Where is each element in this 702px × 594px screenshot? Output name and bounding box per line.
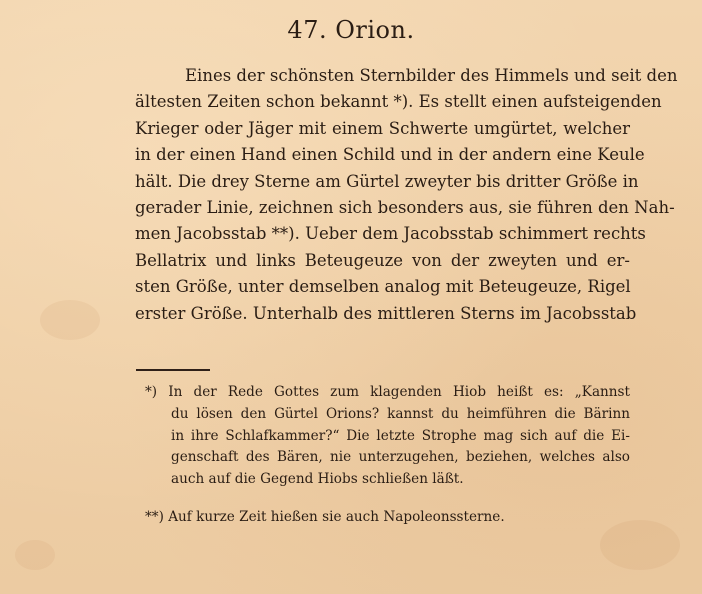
footnote-line: du lösen den Gürtel Orions? kannst du heimführen die Bärinn — [171, 405, 630, 422]
footnote-line: auch auf die Gegend Hiobs schließen läßt. — [171, 471, 464, 488]
paragraph-line: ältesten Zeiten schon bekannt *). Es stellt einen aufsteigenden — [135, 92, 662, 112]
paper-stain — [40, 300, 100, 340]
footnote-line: *) In der Rede Gottes zum klagenden Hiob heißt es: „Kannst — [145, 384, 630, 400]
paragraph-line: in der einen Hand einen Schild und in der andern eine Keule — [135, 145, 645, 165]
footnote-first — [145, 382, 630, 491]
footnote-line: in ihre Schlafkammer?“ Die letzte Strophe mag sich auf die Ei- — [171, 427, 630, 444]
body-paragraph — [135, 63, 678, 327]
paragraph-line: men Jacobsstab **). Ueber dem Jacobsstab schimmert rechts — [135, 224, 646, 244]
paper-stain — [15, 540, 55, 570]
paragraph-line: Bellatrix und links Beteugeuze von der zweyten und er- — [135, 250, 630, 270]
paragraph-line: gerader Linie, zeichnen sich besonders aus, sie führen den Nah- — [135, 197, 675, 217]
paragraph-line: sten Größe, unter demselben analog mit Beteugeuze, Rigel — [135, 277, 631, 297]
footnote-line: **) Auf kurze Zeit hießen sie auch Napoleonssterne. — [145, 509, 505, 525]
footnote-divider — [136, 369, 210, 371]
footnote-line: genschaft des Bären, nie unterzugehen, beziehen, welches also — [171, 449, 630, 466]
paper-stain — [600, 520, 680, 570]
page-title: 47. Orion. — [287, 16, 415, 44]
paragraph-line: Krieger oder Jäger mit einem Schwerte umgürtet, welcher — [135, 118, 630, 138]
paragraph-line: hält. Die drey Sterne am Gürtel zweyter bis dritter Größe in — [135, 171, 639, 191]
paragraph-line: erster Größe. Unterhalb des mittleren Sterns im Jacobsstab — [135, 303, 637, 323]
footnote-second — [145, 507, 525, 529]
paragraph-line: Eines der schönsten Sternbilder des Himmels und seit den — [185, 66, 678, 85]
